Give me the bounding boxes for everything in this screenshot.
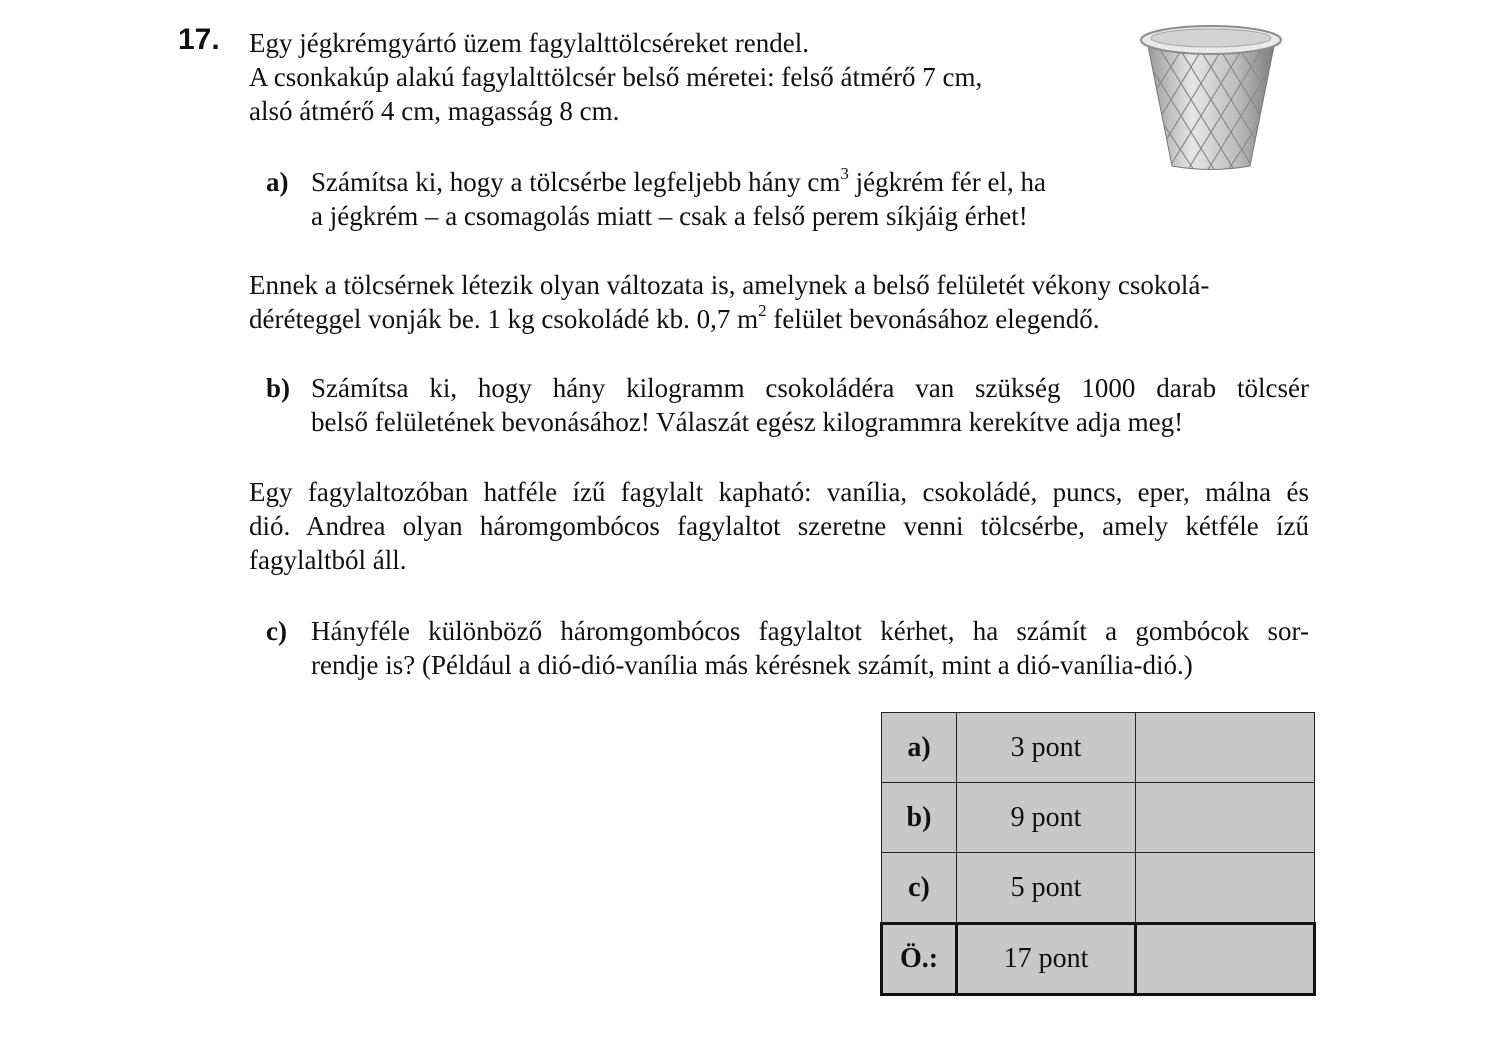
score-part-label: a): [882, 713, 957, 783]
score-points: 5 pont: [957, 853, 1136, 924]
part-c-line-1: Hányféle különböző háromgombócos fagylaltot kérhet, ha számít a gombócok sor-: [311, 616, 1309, 646]
intro-line-1: Egy jégkrémgyártó üzem fagylalttölcséreket rendel.: [249, 28, 810, 58]
intro-line-3: alsó átmérő 4 cm, magasság 8 cm.: [249, 96, 620, 126]
score-points: 9 pont: [957, 783, 1136, 853]
part-b-line-2: belső felületének bevonásához! Válaszát egész kilogrammra kerekítve adja meg!: [311, 407, 1184, 437]
score-row-total: [882, 924, 1315, 995]
problem-number: 17.: [178, 23, 220, 56]
score-row-a: [882, 713, 1315, 783]
paragraph-3-line-2: dió. Andrea olyan háromgombócos fagylaltot szeretne venni tölcsérbe, amely kétféle ízű: [249, 511, 1309, 541]
paragraph-3-line-1: Egy fagylaltozóban hatféle ízű fagylalt kapható: vanília, csokoládé, puncs, eper, málna és: [249, 477, 1309, 507]
part-a-line-2: a jégkrém – a csomagolás miatt – csak a felső perem síkjáig érhet!: [311, 201, 1028, 231]
score-part-label: b): [882, 783, 957, 853]
score-earned-field[interactable]: [1136, 783, 1315, 853]
score-total-points: 17 pont: [957, 924, 1136, 995]
paragraph-2-line-2: déréteggel vonják be. 1 kg csokoládé kb. 0,7 $m^2$ felület bevonásához elegendő.: [249, 301, 1100, 334]
paragraph-2-line-1: Ennek a tölcsérnek létezik olyan változata is, amelynek a belső felületét vékony csokolá-: [249, 270, 1210, 300]
part-c-label: c): [266, 616, 287, 646]
part-a-label: a): [266, 167, 289, 197]
score-points: 3 pont: [957, 713, 1136, 783]
score-part-label: c): [882, 853, 957, 924]
score-earned-field[interactable]: [1136, 713, 1315, 783]
score-table: [880, 712, 1316, 996]
part-c-line-2: rendje is? (Például a dió-dió-vanília más kérésnek számít, mint a dió-vanília-dió.): [311, 650, 1193, 680]
score-row-c: [882, 853, 1315, 924]
part-b-line-1: Számítsa ki, hogy hány kilogramm csokoládéra van szükség 1000 darab tölcsér: [311, 373, 1309, 403]
score-total-label: Ö.:: [882, 924, 957, 995]
intro-line-2: A csonkakúp alakú fagylalttölcsér belső méretei: felső átmérő 7 cm,: [249, 62, 983, 92]
ice-cream-cone-icon: [1138, 16, 1284, 174]
score-earned-field[interactable]: [1136, 853, 1315, 924]
part-a-line-1: Számítsa ki, hogy a tölcsérbe legfeljebb hány $cm^3$ jégkrém fér el, ha: [311, 164, 1046, 197]
score-total-earned-field[interactable]: [1136, 924, 1315, 995]
score-row-b: [882, 783, 1315, 853]
paragraph-3-line-3: fagylaltból áll.: [249, 545, 407, 575]
part-b-label: b): [266, 373, 291, 403]
